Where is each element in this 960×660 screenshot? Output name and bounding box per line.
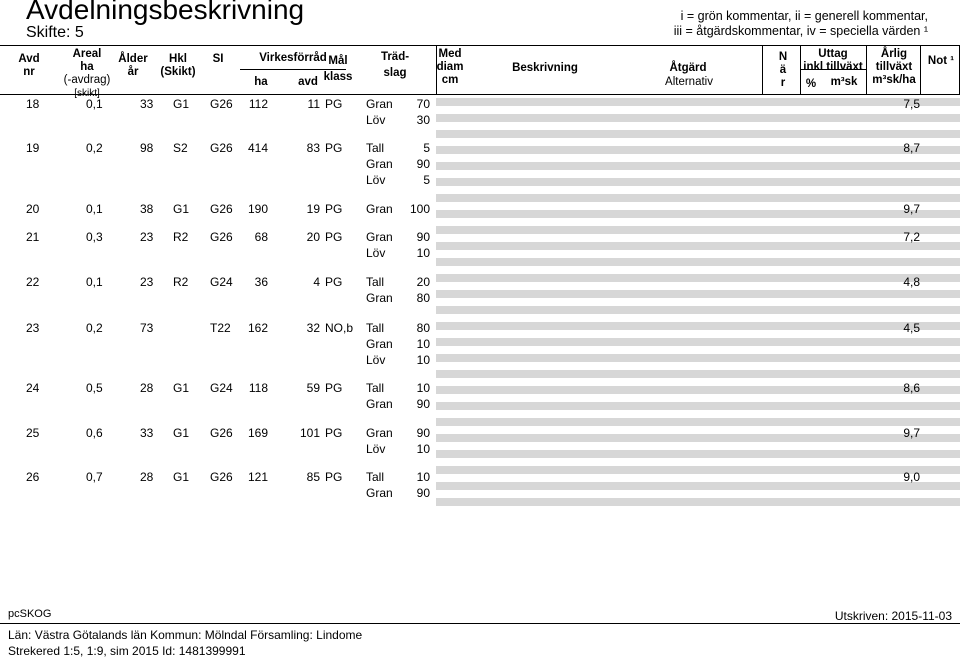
cell-species-share: 10 (416, 337, 430, 351)
cell-hkl: R2 (173, 230, 189, 244)
cell-species-name: Gran (366, 397, 393, 411)
table-header (0, 45, 960, 99)
cell-ha: 118 (248, 381, 268, 395)
row-stripe (436, 306, 960, 314)
cell-hkl: G1 (173, 470, 190, 484)
cell-hkl: G1 (173, 202, 190, 216)
cell-alder: 33 (140, 426, 154, 440)
col-nar: N ä r (778, 51, 788, 89)
cell-avd: 21 (26, 230, 40, 244)
cell-avd: 25 (26, 426, 40, 440)
row-stripe (436, 418, 960, 426)
cell-hkl: S2 (173, 141, 188, 155)
cell-arlig: 8,7 (903, 141, 920, 155)
cell-arlig: 7,2 (903, 230, 920, 244)
cell-species-name: Gran (366, 291, 393, 305)
cell-mal: PG (325, 202, 343, 216)
cell-species-share: 5 (423, 141, 430, 155)
cell-species-share: 10 (416, 246, 430, 260)
cell-avd-vol: 85 (306, 470, 320, 484)
col-uttag: Uttag inkl tillväxt (803, 48, 863, 73)
cell-arlig: 9,0 (903, 470, 920, 484)
cell-species-name: Gran (366, 97, 393, 111)
col-avd: Avd nr (18, 53, 40, 78)
cell-alder: 23 (140, 230, 154, 244)
cell-species-name: Gran (366, 337, 393, 351)
footer-divider (0, 623, 960, 624)
cell-species-share: 80 (416, 291, 430, 305)
cell-avd-vol: 19 (306, 202, 320, 216)
cell-areal: 0,1 (86, 97, 103, 111)
cell-mal: NO,b (325, 321, 354, 335)
cell-avd: 20 (26, 202, 40, 216)
col-uttag-m3: m³sk (830, 76, 858, 88)
cell-species-share: 90 (416, 397, 430, 411)
cell-avd-vol: 4 (313, 275, 320, 289)
cell-species-name: Gran (366, 157, 393, 171)
cell-hkl: G1 (173, 381, 190, 395)
cell-species-share: 90 (416, 230, 430, 244)
cell-areal: 0,7 (86, 470, 103, 484)
cell-species-share: 90 (416, 486, 430, 500)
cell-areal: 0,1 (86, 202, 103, 216)
page-title: Avdelningsbeskrivning (26, 0, 305, 25)
cell-species-share: 10 (416, 470, 430, 484)
cell-species-name: Gran (366, 486, 393, 500)
row-stripe (436, 498, 960, 506)
cell-avd: 23 (26, 321, 40, 335)
col-arlig-tillvaxt: Årlig tillväxt m³sk/ha (872, 48, 916, 86)
cell-alder: 98 (140, 141, 154, 155)
col-not: Not ¹ (927, 55, 955, 67)
cell-arlig: 9,7 (903, 426, 920, 440)
cell-alder: 28 (140, 470, 154, 484)
cell-avd-vol: 11 (307, 97, 320, 111)
row-stripe (436, 370, 960, 378)
footer-printed-date: Utskriven: 2015-11-03 (834, 609, 952, 623)
cell-species-share: 5 (423, 173, 430, 187)
cell-areal: 0,2 (86, 321, 103, 335)
col-malklass: Mål klass (323, 55, 353, 83)
cell-alder: 28 (140, 381, 154, 395)
cell-mal: PG (325, 97, 343, 111)
cell-species-share: 90 (416, 426, 430, 440)
cell-mal: PG (325, 426, 343, 440)
cell-species-share: 80 (416, 321, 430, 335)
cell-arlig: 9,7 (903, 202, 920, 216)
cell-avd-vol: 59 (306, 381, 320, 395)
row-stripe (436, 258, 960, 266)
col-alder: Ålder år (118, 53, 148, 78)
col-areal: Areal ha (-avdrag) [skikt] (63, 48, 111, 99)
cell-species-name: Gran (366, 202, 393, 216)
cell-species-name: Gran (366, 230, 393, 244)
cell-areal: 0,3 (86, 230, 103, 244)
footer-brand: pcSKOG (8, 608, 52, 620)
cell-avd: 19 (26, 141, 40, 155)
col-tradslag: Träd- slag (380, 51, 410, 79)
cell-ha: 414 (248, 141, 269, 155)
cell-avd-vol: 101 (299, 426, 320, 440)
cell-arlig: 4,8 (903, 275, 920, 289)
cell-species-share: 10 (416, 381, 430, 395)
cell-alder: 38 (140, 202, 154, 216)
cell-species-name: Löv (366, 113, 386, 127)
cell-species-name: Löv (366, 246, 386, 260)
cell-alder: 23 (140, 275, 154, 289)
cell-si: G26 (210, 230, 233, 244)
col-hkl: Hkl (Skikt) (160, 53, 196, 78)
cell-avd: 18 (26, 97, 40, 111)
cell-species-share: 10 (416, 442, 430, 456)
cell-ha: 121 (248, 470, 269, 484)
row-stripe (436, 194, 960, 202)
cell-species-name: Tall (366, 470, 385, 484)
cell-species-name: Tall (366, 381, 385, 395)
cell-avd-vol: 83 (306, 141, 320, 155)
col-beskrivning: Beskrivning (512, 62, 578, 74)
cell-si: G26 (210, 97, 233, 111)
cell-species-name: Gran (366, 426, 393, 440)
cell-ha: 190 (248, 202, 269, 216)
cell-ha: 112 (248, 97, 268, 111)
cell-species-share: 10 (416, 353, 430, 367)
cell-alder: 33 (140, 97, 154, 111)
cell-si: G24 (210, 381, 233, 395)
row-stripe (436, 290, 960, 298)
cell-mal: PG (325, 470, 343, 484)
cell-species-name: Tall (366, 275, 385, 289)
cell-mal: PG (325, 141, 343, 155)
row-stripe (436, 402, 960, 410)
cell-avd: 24 (26, 381, 40, 395)
cell-species-share: 90 (416, 157, 430, 171)
cell-avd: 26 (26, 470, 40, 484)
cell-ha: 162 (248, 321, 269, 335)
legend-line-2: iii = åtgärdskommentar, iv = speciella värden ¹ (673, 24, 928, 38)
cell-si: G26 (210, 141, 233, 155)
cell-species-share: 70 (416, 97, 430, 111)
cell-areal: 0,6 (86, 426, 103, 440)
cell-arlig: 4,5 (903, 321, 920, 335)
cell-hkl: G1 (173, 426, 190, 440)
row-stripe (436, 354, 960, 362)
cell-mal: PG (325, 275, 343, 289)
footer-location: Län: Västra Götalands län Kommun: Mölndal Församling: Lindome (8, 628, 363, 642)
row-stripe (436, 178, 960, 186)
legend-line-1: i = grön kommentar, ii = generell kommentar, (680, 9, 928, 23)
cell-species-name: Tall (366, 321, 385, 335)
cell-species-name: Löv (366, 173, 386, 187)
cell-areal: 0,2 (86, 141, 103, 155)
col-uttag-pct: % (805, 78, 817, 90)
cell-areal: 0,5 (86, 381, 103, 395)
cell-species-name: Löv (366, 442, 386, 456)
cell-species-share: 30 (416, 113, 430, 127)
subtitle: Skifte: 5 (26, 24, 84, 41)
cell-areal: 0,1 (86, 275, 103, 289)
col-virke-avd: avd (298, 76, 318, 88)
col-virkesforrad: Virkesförråd (259, 52, 327, 64)
cell-si: G26 (210, 202, 233, 216)
cell-ha: 169 (248, 426, 269, 440)
cell-hkl: G1 (173, 97, 190, 111)
row-stripe (436, 162, 960, 170)
row-stripe (436, 130, 960, 138)
footer-property: Strekered 1:5, 1:9, sim 2015 Id: 1481399991 (8, 644, 246, 658)
cell-si: G24 (210, 275, 233, 289)
row-stripe (436, 450, 960, 458)
cell-mal: PG (325, 381, 343, 395)
col-med-diam: Med diam cm (436, 48, 464, 86)
cell-hkl: R2 (173, 275, 189, 289)
cell-species-name: Tall (366, 141, 385, 155)
cell-si: T22 (210, 321, 231, 335)
col-atgard: Åtgärd (669, 62, 707, 74)
cell-si: G26 (210, 426, 233, 440)
cell-species-name: Löv (366, 353, 386, 367)
col-virke-ha: ha (254, 76, 268, 88)
cell-species-share: 20 (416, 275, 430, 289)
cell-avd-vol: 32 (306, 321, 320, 335)
cell-avd: 22 (26, 275, 40, 289)
cell-ha: 68 (254, 230, 268, 244)
cell-arlig: 8,6 (903, 381, 920, 395)
row-stripe (436, 114, 960, 122)
cell-avd-vol: 20 (306, 230, 320, 244)
cell-si: G26 (210, 470, 233, 484)
row-stripe (436, 338, 960, 346)
col-si: SI (212, 53, 224, 65)
col-alternativ: Alternativ (665, 76, 713, 88)
cell-species-share: 100 (409, 202, 430, 216)
cell-mal: PG (325, 230, 343, 244)
cell-ha: 36 (254, 275, 268, 289)
cell-arlig: 7,5 (903, 97, 920, 111)
cell-alder: 73 (140, 321, 154, 335)
